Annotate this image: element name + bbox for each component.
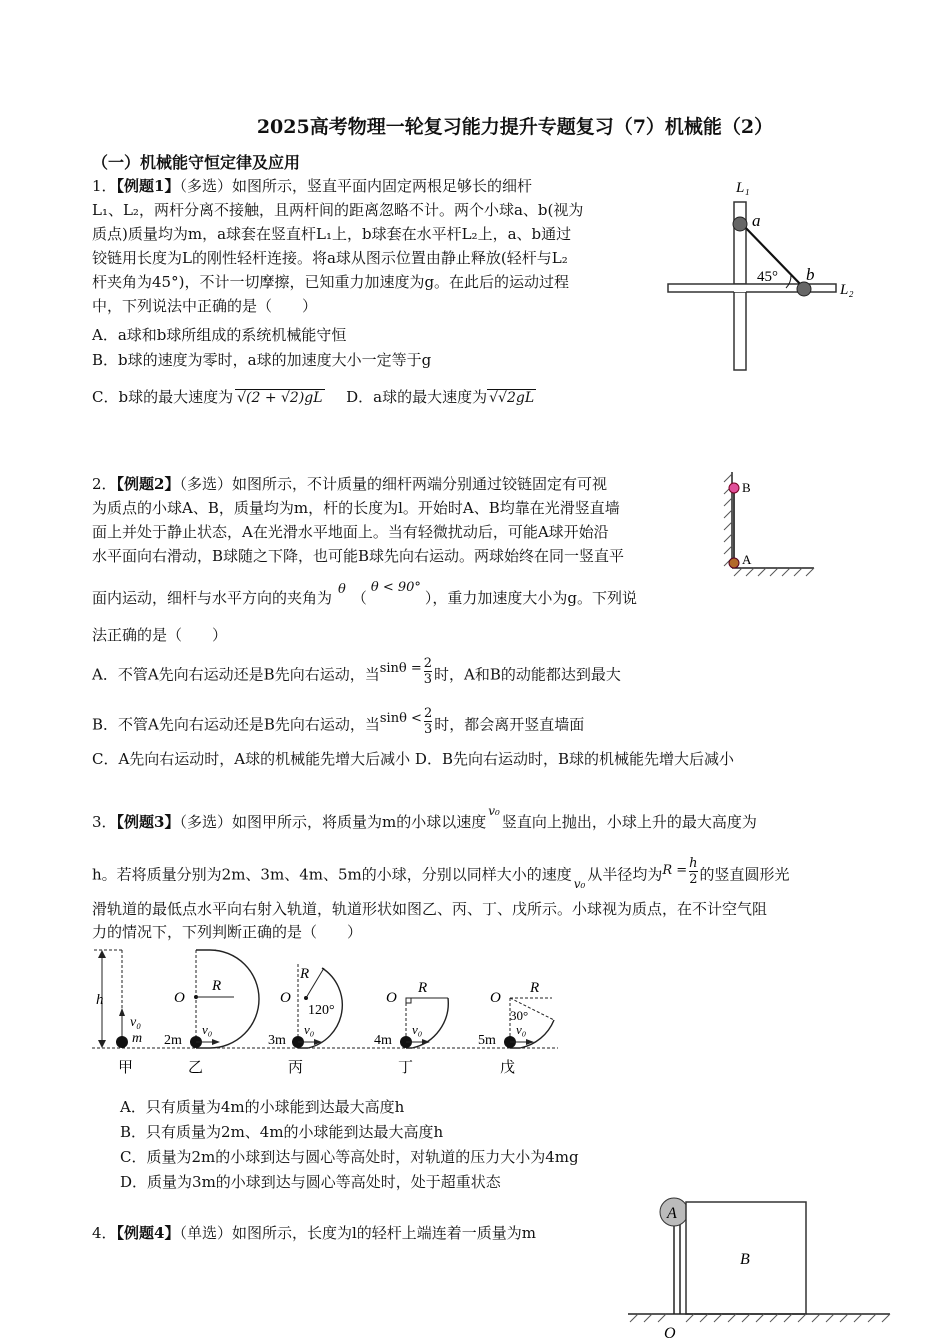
svg-text:v₀: v₀ [304, 1022, 315, 1037]
q3-tag: 【例题3】 [116, 813, 180, 831]
q2-line: 水平面向右滑动，B球随之下降，也可能B球先向右运动。两球始终在同一竖直平 [92, 547, 625, 565]
ball-b [729, 483, 739, 493]
q2-condition: θ < 90° [370, 580, 421, 595]
q1-option-b: B．b球的速度为零时，a球的加速度大小一定等于g [92, 351, 432, 369]
question-4: 4．【例题4】（单选）如图所示，长度为l的轻杆上端连着一质量为m [92, 1224, 537, 1242]
q2-option-a: A．不管A先向右运动还是B先向右运动，当sinθ = $\frac{2}{3}$ 时，A和B的动能都达到最大 [92, 656, 621, 687]
q2-type: （多选） [179, 475, 232, 493]
svg-text:甲: 甲 [118, 1060, 134, 1076]
section-heading: （一）机械能守恒定律及应用 [92, 153, 301, 172]
q2-line-5: 面内运动，细杆与水平方向的夹角为 θ （θ < 90°），重力加速度大小为g。下列说 [92, 580, 637, 607]
svg-text:h: h [96, 992, 104, 1008]
svg-text:30°: 30° [510, 1008, 529, 1023]
q3-option-b: B．只有质量为2m、4m的小球能到达最大高度h [120, 1123, 444, 1141]
q1-option-c: C．b球的最大速度为 [92, 388, 234, 406]
q3-option-c: C．质量为2m的小球到达与圆心等高处时，对轨道的压力大小为4mg [120, 1148, 579, 1166]
label-l1: L₁ [736, 180, 750, 196]
svg-text:O: O [386, 990, 397, 1006]
q1-d-math: √√2gL [489, 390, 535, 406]
svg-text:O: O [490, 990, 501, 1006]
ball-b [797, 282, 811, 296]
q1-tag: 【例题1】 [116, 177, 180, 195]
q3-line-2: h。若将质量分别为2m、3m、4m、5m的小球，分别以同样大小的速度 $_{v_0}$ 从半径均为R = $\frac{h}{2}$ 的竖直圆形光 [92, 856, 790, 891]
q3-option-d: D．质量为3m的小球到达与圆心等高处时，处于超重状态 [120, 1173, 501, 1191]
svg-text:R: R [530, 980, 540, 996]
q1-option-cd [92, 386, 536, 407]
q2-figure [718, 468, 818, 578]
q2-line: 为质点的小球A、B，质量均为m，杆的长度为l。开始时A、B均靠在光滑竖直墙 [92, 499, 620, 517]
q1-c-math: √(2 + √2)gL [237, 390, 323, 406]
q2-line-6: 法正确的是（ ） [92, 626, 228, 644]
svg-text:A: A [667, 1205, 677, 1222]
v0-symbol: v₀ [573, 876, 586, 891]
label-45: 45° [757, 269, 778, 285]
q3-line-4: 力的情况下，下列判断正确的是（ ） [92, 923, 363, 941]
q1-figure [660, 176, 870, 376]
svg-text:丙: 丙 [288, 1060, 304, 1076]
svg-text:v₀: v₀ [202, 1022, 213, 1037]
label-l2: L₂ [840, 282, 854, 298]
svg-text:乙: 乙 [188, 1060, 204, 1076]
svg-text:v₀: v₀ [412, 1022, 423, 1037]
q1-line: 铰链用长度为L的刚性轻杆连接。将a球从图示位置由静止释放(轻杆与L₂ [92, 249, 568, 267]
svg-text:O: O [280, 990, 291, 1006]
q1-type: （多选） [179, 177, 232, 195]
ball-a [733, 217, 747, 231]
q1-option-a: A．a球和b球所组成的系统机械能守恒 [92, 326, 347, 344]
svg-text:丁: 丁 [398, 1060, 414, 1076]
svg-text:R: R [212, 978, 222, 994]
svg-text:120°: 120° [308, 1003, 335, 1018]
q4-tag: 【例题4】 [116, 1224, 180, 1242]
q1-line: 杆夹角为45°)，不计一切摩擦，已知重力加速度为g。在此后的运动过程 [92, 273, 570, 291]
label-b: b [806, 265, 815, 284]
q1-option-d: D．a球的最大速度为 [346, 388, 488, 406]
q2-line: ），重力加速度大小为g。下列说 [424, 589, 637, 607]
q4-figure [624, 1192, 894, 1342]
q2-line: 面上并处于静止状态，A在光滑水平地面上。当有轻微扰动后，可能A球开始沿 [92, 523, 609, 541]
q2-b-math: sinθ < [379, 710, 422, 726]
question-1 [92, 174, 637, 318]
svg-text:5m: 5m [478, 1033, 496, 1048]
page-title: 2025高考物理一轮复习能力提升专题复习（7）机械能（2） [256, 116, 774, 138]
q1-line: 如图所示，竖直平面内固定两根足够长的细杆 [232, 177, 533, 195]
q3-line-1: 3．【例题3】（多选）如图甲所示，将质量为m的小球以速度$^{v_0}$竖直向上抛出，小球上升的最大高度为 [92, 804, 757, 831]
svg-text:戊: 戊 [500, 1060, 516, 1076]
q2-tag: 【例题2】 [116, 475, 180, 493]
q2-option-b: B．不管A先向右运动还是B先向右运动，当sinθ < $\frac{2}{3}$ 时，都会离开竖直墙面 [92, 706, 585, 737]
svg-text:2m: 2m [164, 1033, 182, 1048]
q2-theta: θ [338, 582, 346, 597]
q2-a-math: sinθ = [379, 660, 422, 676]
q1-line: L₁、L₂，两杆分离不接触，且两杆间的距离忽略不计。两个小球a、b(视为 [92, 201, 584, 219]
label-a: A [742, 552, 752, 567]
svg-text:4m: 4m [374, 1033, 392, 1048]
svg-text:O: O [174, 990, 185, 1006]
svg-text:3m: 3m [268, 1033, 286, 1048]
svg-text:m: m [132, 1031, 143, 1046]
r-equation: R = [662, 862, 688, 878]
svg-text:O: O [664, 1325, 676, 1342]
svg-text:v₀: v₀ [130, 1015, 142, 1030]
q3-line-3: 滑轨道的最低点水平向右射入轨道，轨道形状如图乙、丙、丁、戊所示。小球视为质点，在不计空气阻 [92, 900, 768, 918]
q2-number: 2． [92, 475, 117, 493]
ball-a [729, 558, 739, 568]
q2-option-cd: C．A先向右运动时，A球的机械能先增大后减小 D．B先向右运动时，B球的机械能先增大后减小 [92, 750, 734, 768]
ball-jia [116, 1036, 128, 1048]
svg-text:v₀: v₀ [516, 1022, 527, 1037]
v0-symbol: v₀ [488, 804, 500, 818]
label-b: B [742, 480, 751, 495]
question-2 [92, 472, 637, 568]
q2-line: 面内运动，细杆与水平方向的夹角为 [92, 589, 333, 607]
svg-text:R: R [300, 966, 310, 982]
q2-line: 如图所示，不计质量的细杆两端分别通过铰链固定有可视 [232, 475, 608, 493]
label-a: a [752, 211, 761, 230]
svg-text:B: B [740, 1251, 750, 1268]
svg-text:R: R [418, 980, 428, 996]
q3-option-a: A．只有质量为4m的小球能到达最大高度h [120, 1098, 405, 1116]
q3-figure [92, 944, 562, 1084]
q1-line: 质点)质量均为m，a球套在竖直杆L₁上，b球套在水平杆L₂上，a、b通过 [92, 225, 572, 243]
q1-line: 中，下列说法中正确的是（ ） [92, 297, 318, 315]
q1-number: 1． [92, 177, 117, 195]
